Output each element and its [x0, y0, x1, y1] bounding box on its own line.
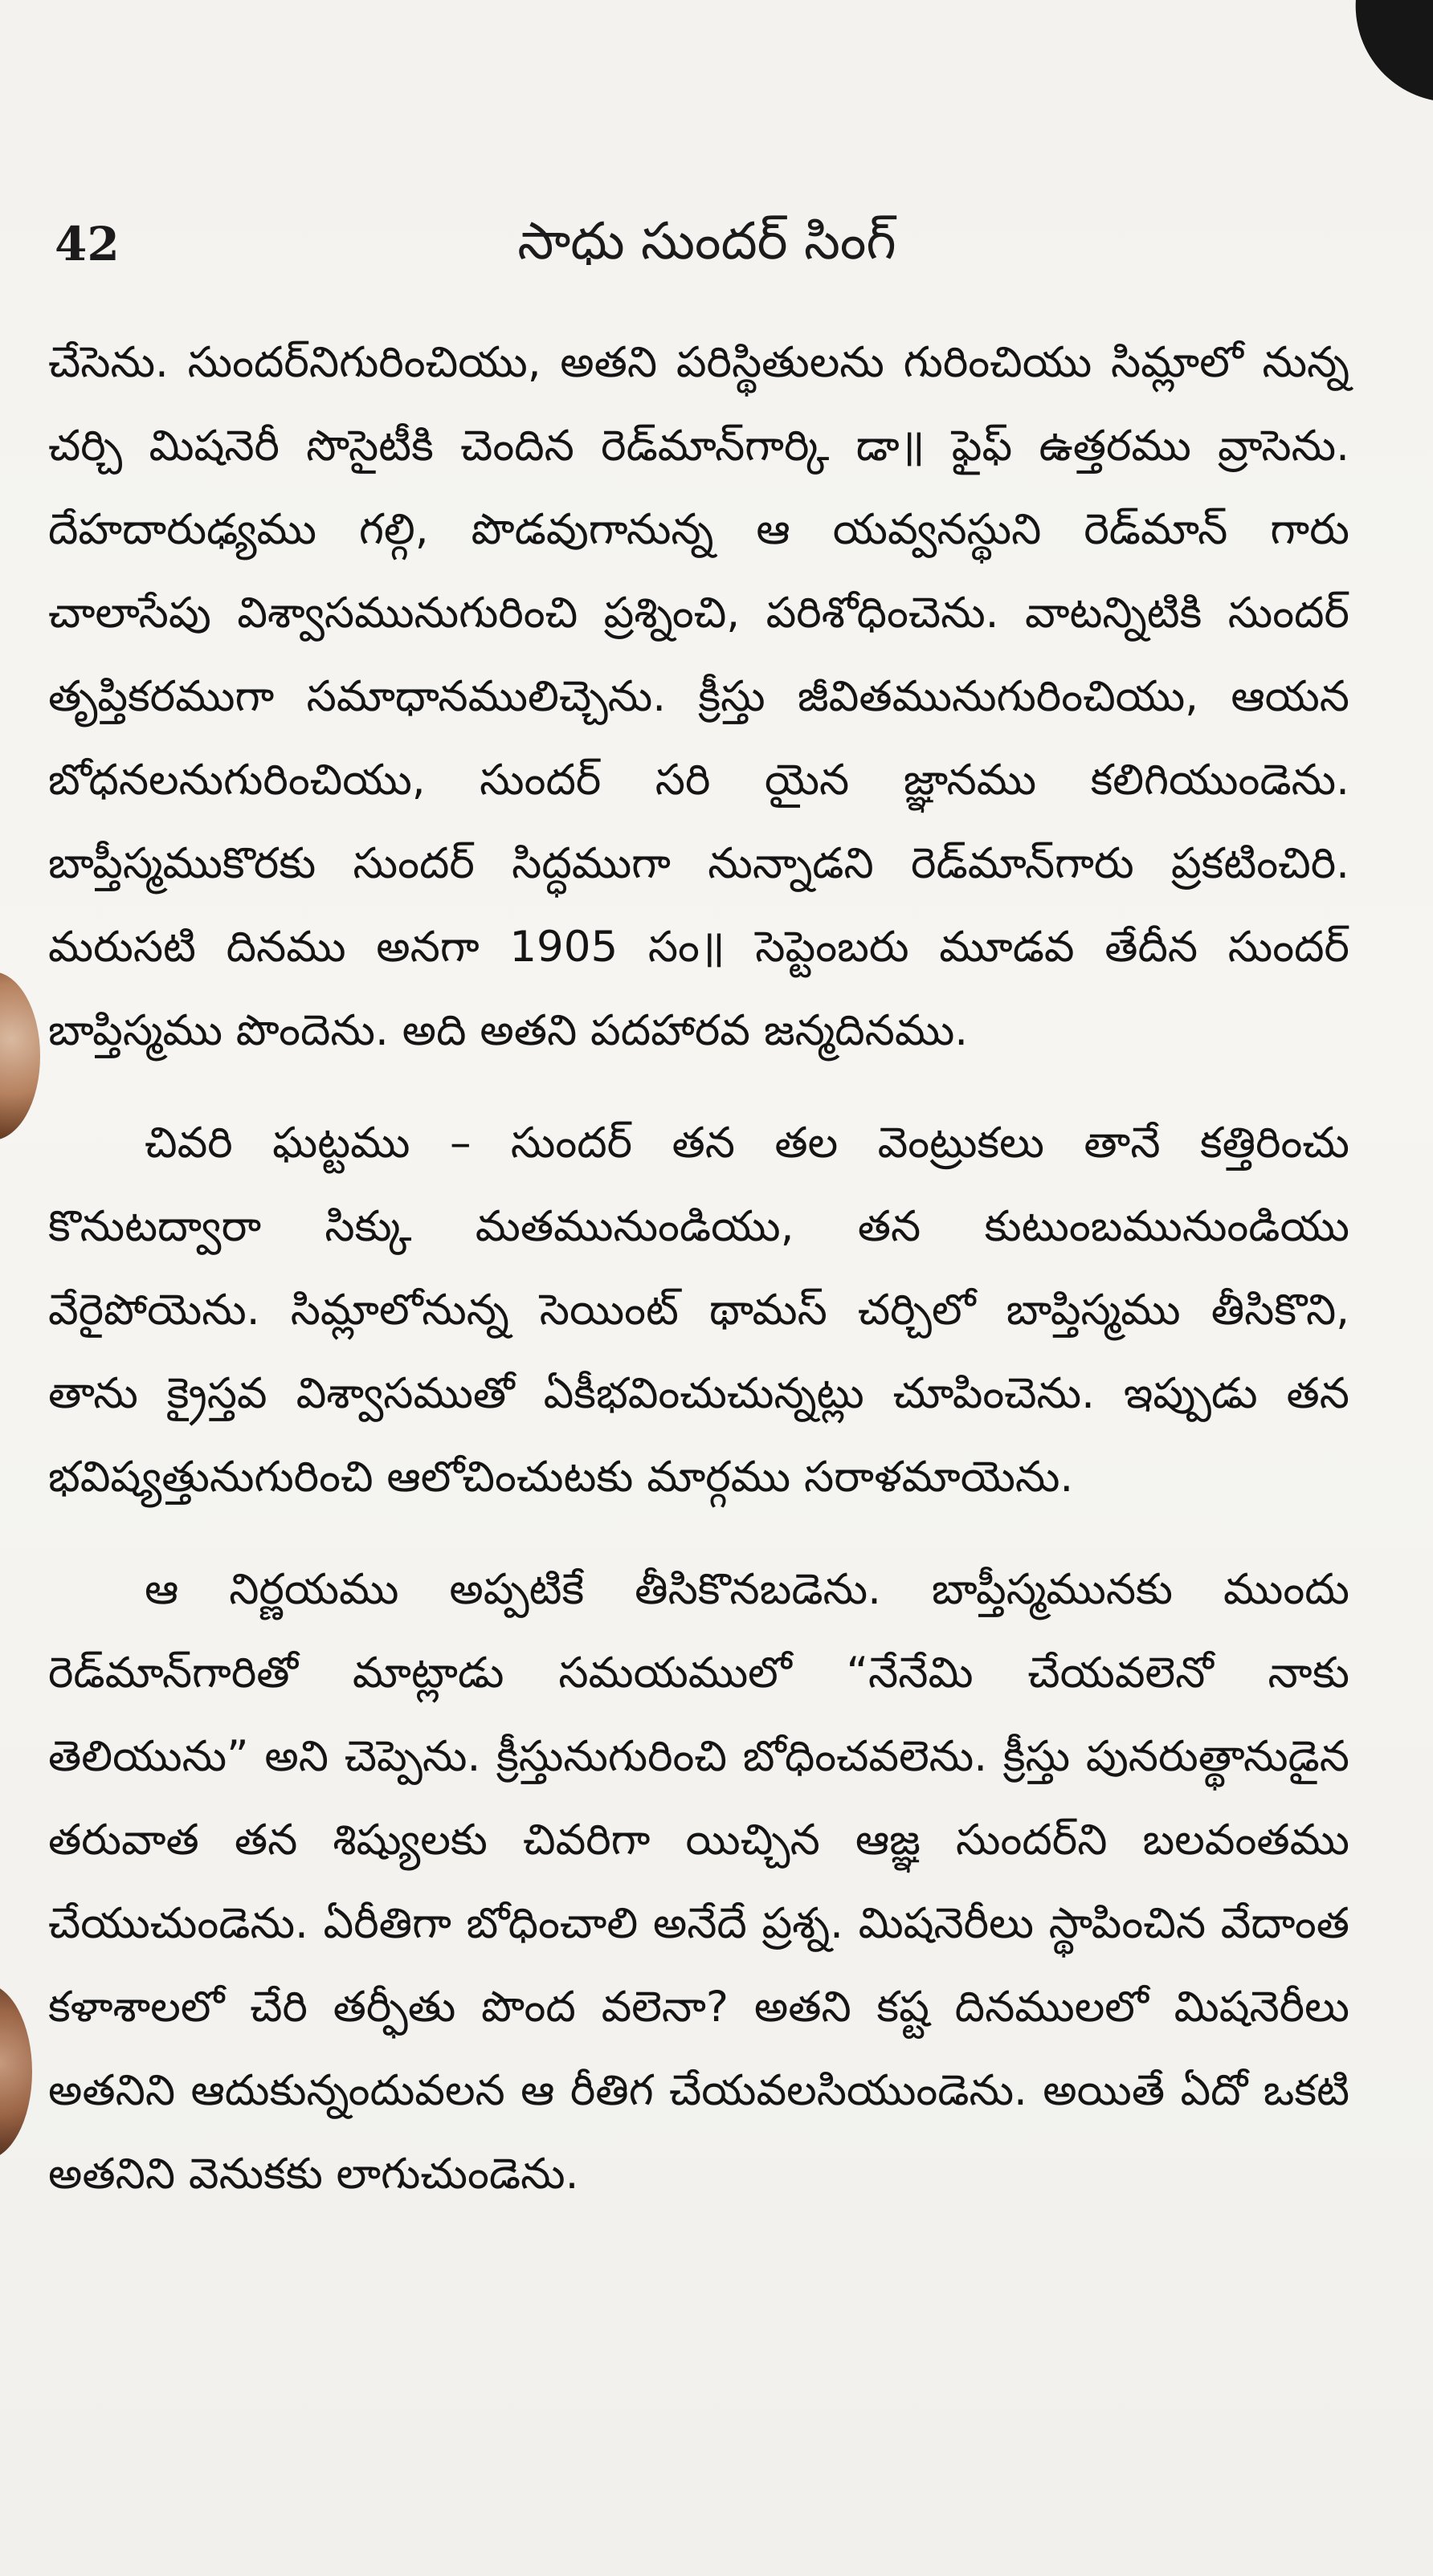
running-title: సాధు సుందర్ సింగ్ [517, 212, 896, 271]
paragraph-3: ఆ నిర్ణయము అప్పటికే తీసికొనబడెను. బాప్తీస్మమునకు ముందు రెడ్‌మాన్‌గారితో మాట్లాడు సమయములో “నేనేమి చేయవలెనో నాకు తెలియును” అని చెప్పెను. క్రీస్తునుగురించి బోధించవలెను. క్రీస్తు పునరుత్థానుడైన తరువాత తన శిష్యులకు చివరిగా యిచ్చిన ఆజ్ఞ సుందర్‌ని బలవంతము చేయుచుండెను. ఏరీతిగా బోధించాలి అనేదే ప్రశ్న. మిషనెరీలు స్థాపించిన వేదాంత కళాశాలలో చేరి తర్ఫీతు పొంద వలెనా? అతని కష్ట దినములలో మిషనెరీలు అతనిని ఆదుకున్నందువలన ఆ రీతిగ చేయవలసియుండెను. అయితే ఏదో ఒకటి అతనిని వెనుకకు లాగుచుండెను. [48, 1565, 1349, 2199]
body-text [48, 321, 1349, 2216]
thumb-top [0, 972, 40, 1140]
page-header [48, 201, 1366, 289]
thumb-bottom [0, 1983, 32, 2160]
page-number: 42 [55, 217, 120, 271]
paragraph-1: చేసెను. సుందర్‌నిగురించియు, అతని పరిస్థితులను గురించియు సిమ్లాలో నున్న చర్చి మిషనెరీ సొసైటీకి చెందిన రెడ్‌మాన్‌గార్కి డా॥ ఫైఫ్ ఉత్తరము వ్రాసెను. దేహదారుఢ్యము గల్గి, పొడవుగానున్న ఆ యవ్వనస్థుని రెడ్‌మాన్ గారు చాలాసేపు విశ్వాసమునుగురించి ప్రశ్నించి, పరిశోధించెను. వాటన్నిటికి సుందర్ తృప్తికరముగా సమాధానములిచ్చెను. క్రీస్తు జీవితమునుగురించియు, ఆయన బోధనలనుగురించియు, సుందర్ సరి యైన జ్ఞానము కలిగియుండెను. బాప్తీస్మముకొరకు సుందర్ సిద్ధముగా నున్నాడని రెడ్‌మాన్‌గారు ప్రకటించిరి. మరుసటి దినము అనగా 1905 సం॥ సెప్టెంబరు మూడవ తేదీన సుందర్ బాప్తిస్మము పొందెను. అది అతని పదహారవ జన్మదినము. [48, 338, 1349, 1055]
paragraph-2: చివరి ఘట్టము – సుందర్ తన తల వెంట్రుకలు తానే కత్తిరించు కొనుటద్వారా సిక్కు మతమునుండియు, తన కుటుంబమునుండియు వేరైపోయెను. సిమ్లాలోనున్న సెయింట్ థామస్ చర్చిలో బాప్తిస్మము తీసికొని, తాను క్రైస్తవ విశ్వాసముతో ఏకీభవించుచున్నట్లు చూపించెను. ఇప్పుడు తన భవిష్యత్తునుగురించి ఆలోచించుటకు మార్గము సరాళమాయెను. [48, 1119, 1349, 1502]
book-edge-shadow [1343, 0, 1433, 104]
